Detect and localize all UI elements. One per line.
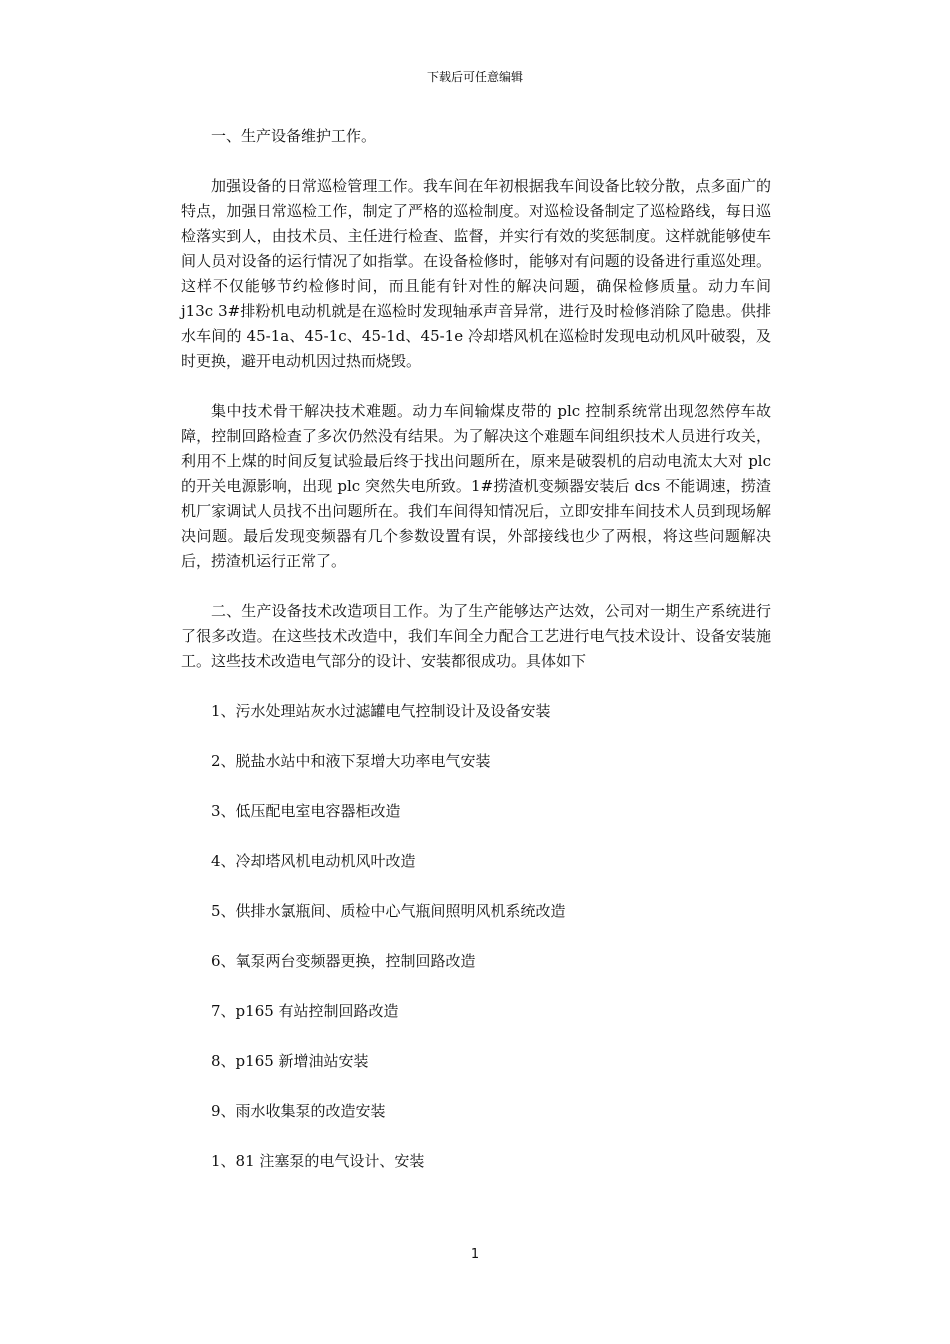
section-heading: 一、生产设备维护工作。 xyxy=(211,127,377,145)
list-item: 1、81 注塞泵的电气设计、安装 xyxy=(211,1152,425,1170)
list-item: 5、供排水氯瓶间、质检中心气瓶间照明风机系统改造 xyxy=(211,902,566,920)
page-number: 1 xyxy=(470,1247,480,1262)
list-item: 8、p165 新增油站安装 xyxy=(211,1052,369,1070)
list-item: 3、低压配电室电容器柜改造 xyxy=(211,802,401,820)
body-paragraph: 集中技术骨干解决技术难题。动力车间输煤皮带的 plc 控制系统常出现忽然停车故障，控制回路检查了多次仍然没有结果。为了解决这个难题车间组织技术人员进行攻关，利用不上煤的时间反复试验最后终于找出问题所在，原来是破裂机的启动电流太大对 plc 的开关电源影响，出现 plc 突然失电所致。1#捞渣机变频器安装后 dcs 不能调速，捞渣机厂家调试人员找不出问题所在。我们车间得知情况后，立即安排车间技术人员到现场解决问题。最后发现变频器有几个参数设置有误，外部接线也少了两根，将这些问题解决后，捞渣机运行正常了。 xyxy=(181,402,771,570)
body-paragraph: 加强设备的日常巡检管理工作。我车间在年初根据我车间设备比较分散，点多面广的特点，加强日常巡检工作，制定了严格的巡检制度。对巡检设备制定了巡检路线，每日巡检落实到人，由技术员、主任进行检查、监督，并实行有效的奖惩制度。这样就能够使车间人员对设备的运行情况了如指掌。在设备检修时，能够对有问题的设备进行重巡处理。这样不仅能够节约检修时间，而且能有针对性的解决问题，确保检修质量。动力车间 j13c 3#排粉机电动机就是在巡检时发现轴承声音异常，进行及时检修消除了隐患。供排水车间的 45-1a、45-1c、45-1d、45-1e 冷却塔风机在巡检时发现电动机风叶破裂，及时更换，避开电动机因过热而烧毁。 xyxy=(181,177,771,370)
list-item: 2、脱盐水站中和液下泵增大功率电气安装 xyxy=(211,752,491,770)
list-item: 6、氧泵两台变频器更换，控制回路改造 xyxy=(211,952,476,970)
list-item: 4、冷却塔风机电动机风叶改造 xyxy=(211,852,416,870)
document-body xyxy=(181,124,771,1199)
list-item: 9、雨水收集泵的改造安装 xyxy=(211,1102,386,1120)
page-header: 下载后可任意编辑 xyxy=(426,70,523,84)
body-paragraph: 二、生产设备技术改造项目工作。为了生产能够达产达效，公司对一期生产系统进行了很多改造。在这些技术改造中，我们车间全力配合工艺进行电气技术设计、设备安装施工。这些技术改造电气部分的设计、安装都很成功。具体如下 xyxy=(181,602,771,670)
list-item: 1、污水处理站灰水过滤罐电气控制设计及设备安装 xyxy=(211,702,551,720)
list-item: 7、p165 有站控制回路改造 xyxy=(211,1002,399,1020)
project-list xyxy=(181,699,771,1174)
